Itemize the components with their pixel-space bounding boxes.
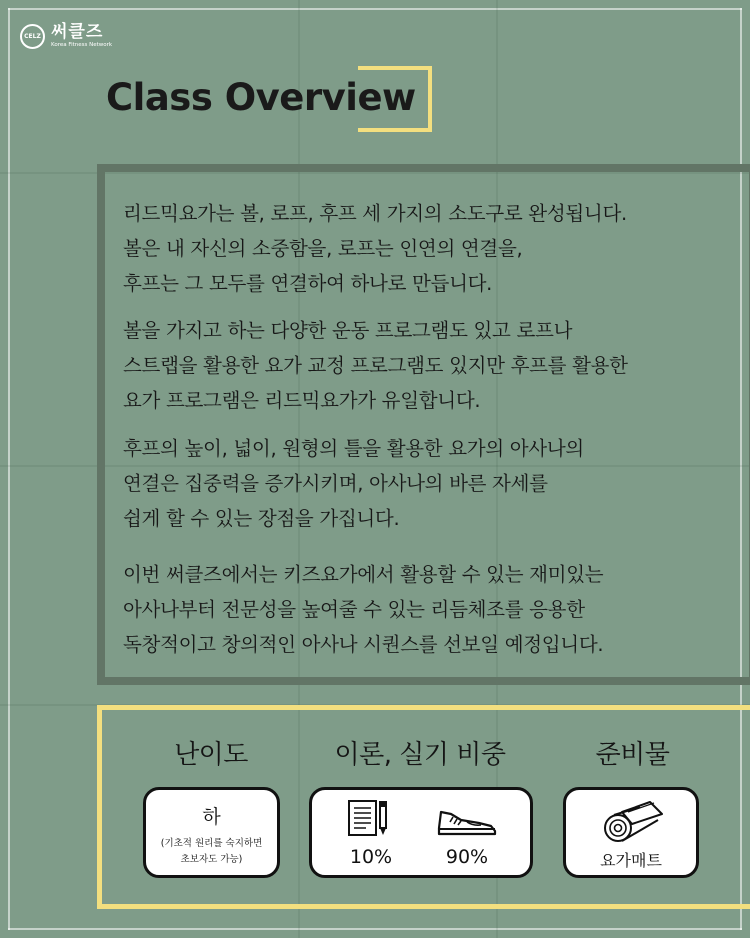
- brand-subtitle: Korea Fitness Network: [51, 42, 113, 49]
- difficulty-card: [143, 787, 280, 878]
- brand-name: 써클즈: [51, 22, 104, 43]
- paragraph-4: [123, 557, 723, 662]
- paragraph-1: [123, 196, 723, 301]
- paragraph-line: 후프는 그 모두를 연결하여 하나로 만듭니다.: [123, 272, 493, 295]
- paragraph-line: 연결은 집중력을 증가시키며, 아사나의 바른 자세를: [123, 472, 548, 495]
- yoga-mat-icon: [600, 798, 666, 844]
- paragraph-3: [123, 431, 723, 536]
- difficulty-level: 하: [202, 806, 221, 828]
- supplies-card: [563, 787, 699, 878]
- supplies-heading: 준비물: [595, 740, 670, 770]
- paragraph-line: 리드믹요가는 볼, 로프, 후프 세 가지의 소도구로 완성됩니다.: [123, 202, 627, 225]
- difficulty-note-line1: (기초적 원리를 숙지하면: [160, 838, 263, 849]
- brand-logo: [20, 24, 112, 49]
- frame-top: [8, 8, 742, 10]
- difficulty-note-line2: 초보자도 가능): [180, 854, 243, 865]
- paragraph-line: 독창적이고 창의적인 아사나 시퀀스를 선보일 예정입니다.: [123, 633, 604, 656]
- frame-left: [8, 8, 10, 930]
- sneaker-icon: [435, 804, 499, 838]
- page-title: Class Overview: [106, 76, 416, 119]
- paragraph-line: 아사나부터 전문성을 높여줄 수 있는 리듬체조를 응용한: [123, 598, 585, 621]
- brand-text: [51, 24, 112, 49]
- practice-value: 90%: [445, 846, 489, 868]
- document-pen-icon: [346, 798, 396, 840]
- paragraph-line: 스트랩을 활용한 요가 교정 프로그램도 있지만 후프를 활용한: [123, 354, 628, 377]
- brand-badge-icon: CELZ: [20, 24, 45, 49]
- ratio-heading: 이론, 실기 비중: [334, 740, 506, 770]
- paragraph-line: 요가 프로그램은 리드믹요가가 유일합니다.: [123, 389, 481, 412]
- supplies-item: 요가매트: [600, 851, 662, 870]
- paragraph-line: 이번 써클즈에서는 키즈요가에서 활용할 수 있는 재미있는: [123, 563, 604, 586]
- theory-value: 10%: [349, 846, 393, 868]
- paragraph-line: 볼은 내 자신의 소중함을, 로프는 인연의 연결을,: [123, 237, 523, 260]
- frame-bottom: [8, 928, 742, 930]
- paragraph-line: 볼을 가지고 하는 다양한 운동 프로그램도 있고 로프나: [123, 319, 573, 342]
- paragraph-line: 후프의 높이, 넓이, 원형의 틀을 활용한 요가의 아사나의: [123, 437, 584, 460]
- paragraph-line: 쉽게 할 수 있는 장점을 가집니다.: [123, 507, 400, 530]
- ratio-card: [309, 787, 533, 878]
- difficulty-heading: 난이도: [174, 740, 248, 770]
- paragraph-2: [123, 313, 723, 418]
